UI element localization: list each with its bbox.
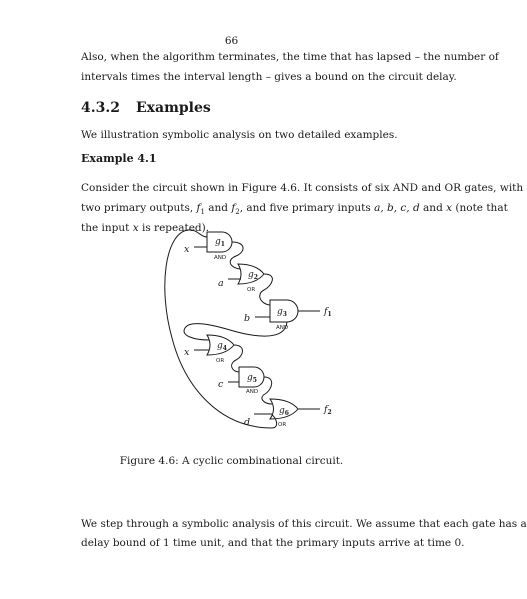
svg-text:OR: OR bbox=[216, 358, 225, 364]
input-x: x bbox=[184, 244, 190, 255]
svg-text:g5: $g_5$ bbox=[247, 373, 257, 384]
text-run: and bbox=[419, 202, 447, 214]
text-run: , and five primary inputs bbox=[239, 202, 375, 214]
svg-text:OR: OR bbox=[278, 422, 287, 428]
output-f1: $f_1$ bbox=[324, 306, 332, 318]
math-subscript: 1 bbox=[200, 208, 205, 217]
svg-text:OR: OR bbox=[247, 287, 256, 293]
svg-text:AND: AND bbox=[246, 389, 259, 395]
gate-g3-and bbox=[270, 300, 298, 331]
math-var: f bbox=[196, 202, 201, 214]
gate-g2-or bbox=[238, 264, 264, 293]
paragraph-line: Also, when the algorithm terminates, the time that has lapsed – the number of bbox=[81, 51, 499, 63]
gate-g6-or bbox=[270, 399, 298, 428]
svg-text:g3: $g_3$ bbox=[277, 307, 287, 318]
svg-text:AND: AND bbox=[214, 255, 227, 261]
text-run: is repeated). bbox=[138, 222, 210, 234]
svg-text:AND: AND bbox=[276, 325, 289, 331]
math-var: a, b, c, d bbox=[374, 202, 420, 214]
section-number: 4.3.2 bbox=[81, 100, 120, 116]
svg-text:g1: $g_1$ bbox=[215, 237, 225, 248]
gate-g5-and bbox=[239, 367, 264, 395]
example-heading: Example 4.1 bbox=[81, 152, 157, 165]
input-x-repeated: x bbox=[184, 347, 190, 358]
circuit-figure bbox=[160, 228, 350, 443]
output-f2: $f_2$ bbox=[324, 404, 332, 416]
text-run: and bbox=[204, 202, 232, 214]
text-run: (note that bbox=[452, 202, 508, 214]
circuit-wires bbox=[165, 230, 320, 428]
paragraph-line: delay bound of 1 time unit, and that the primary inputs arrive at time 0. bbox=[81, 537, 465, 549]
math-var: x bbox=[446, 202, 453, 214]
svg-text:g2: $g_2$ bbox=[248, 270, 258, 281]
input-a: a bbox=[218, 278, 224, 289]
figure-caption: Figure 4.6: A cyclic combinational circuit. bbox=[119, 455, 344, 467]
section-title: Examples bbox=[135, 100, 211, 116]
gate-g1-and bbox=[207, 232, 232, 261]
svg-text:g6: $g_6$ bbox=[279, 406, 289, 417]
text-run: two primary outputs, bbox=[81, 202, 197, 214]
gate-g4-or bbox=[207, 335, 234, 364]
text-run: the input bbox=[81, 222, 133, 234]
page-number: 66 bbox=[224, 35, 239, 47]
svg-text:g4: $g_4$ bbox=[217, 341, 227, 352]
math-var: f bbox=[231, 202, 236, 214]
input-c: c bbox=[218, 379, 224, 390]
input-d: d bbox=[244, 417, 251, 428]
section-heading bbox=[81, 100, 211, 116]
paragraph-line: intervals times the interval length – gives a bound on the circuit delay. bbox=[81, 71, 457, 83]
paragraph-line: We illustration symbolic analysis on two detailed examples. bbox=[81, 129, 398, 141]
input-b: b bbox=[244, 313, 251, 324]
math-subscript: 2 bbox=[235, 208, 240, 217]
paragraph-line: Consider the circuit shown in Figure 4.6. It consists of six AND and OR gates, with bbox=[81, 182, 524, 194]
paragraph-line: We step through a symbolic analysis of this circuit. We assume that each gate has a bbox=[81, 518, 527, 530]
math-var: x bbox=[132, 222, 139, 234]
